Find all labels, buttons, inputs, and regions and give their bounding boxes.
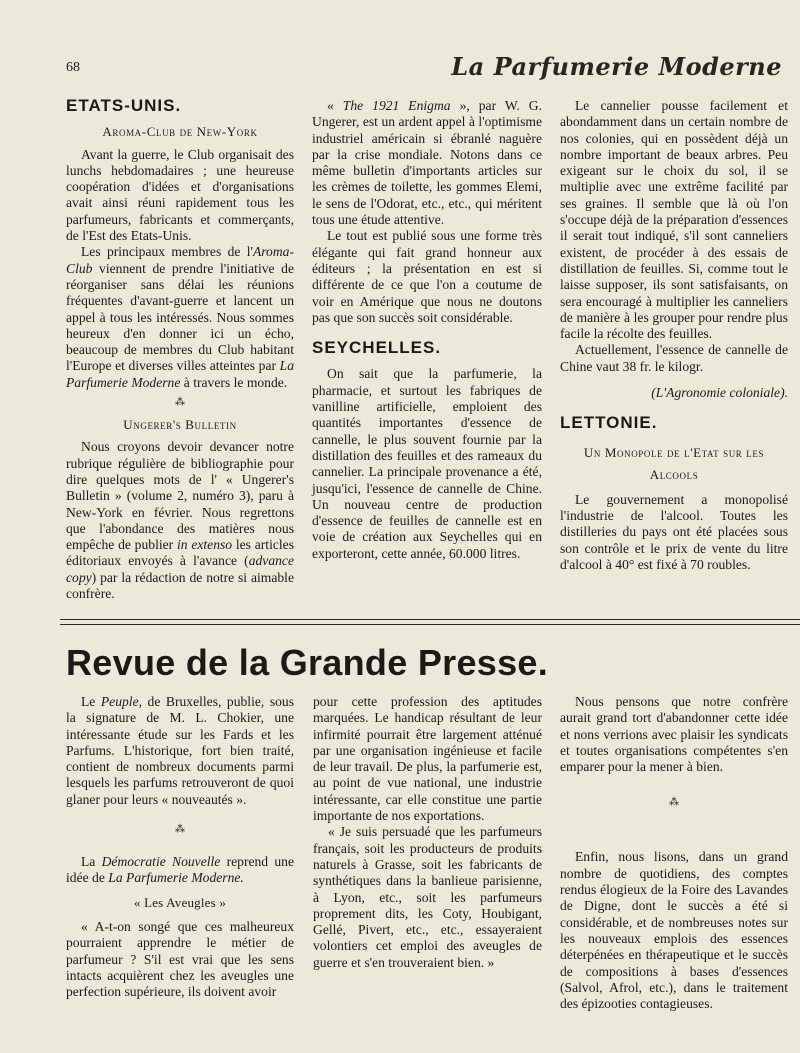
column-lettonie: [560, 98, 788, 573]
section-title-revue: Revue de la Grande Presse.: [66, 642, 549, 683]
paragraph-aveugles: « A-t-on songé que ces malheureux pourraient apprendre le métier de parfumeur ? S'il est vrai que les sens intacts acquièrent chez les aveugles une perfection supérieure, ils doivent avoir: [66, 918, 294, 1000]
paragraph-democratie: La Démocratie Nouvelle reprend une idée de La Parfumerie Moderne.: [66, 854, 294, 886]
paragraph-confrere: Nous pensons que notre confrère aurait grand tort d'abandonner cette idée et nons verrions avec plaisir les syndicats et toutes organisations compétentes s'en emparer pour la mener à bien.: [560, 694, 788, 775]
column-etats-unis: [66, 98, 294, 602]
paragraph-cannelier: Le cannelier pousse facilement et abondamment dans un certain nombre de nos colonies, qui en possèdent déjà un nombre important de beaux arbres. Peu exigeant sur le choix du sol, il se multiplie avec une extrême facilité par ses graines. Il semble que là où l'on s'occupe déjà de la préparation d'essences il serait tout indiqué, s'il sont canneliers existent, de procéder à des essais de distillation de feuilles. Si, comme tout le laisse supposer, ils sont satisfaisants, on sera encouragé à multiplier les canneliers de manière à les grouper pour rendre plus facile la récolte des feuilles.: [560, 98, 788, 342]
asterism-separator: ⁂: [669, 797, 679, 809]
subheading-ungerers-bulletin: Ungerer's Bulletin: [123, 417, 237, 433]
heading-seychelles: SEYCHELLES.: [312, 338, 442, 358]
paragraph-peuple: Le Peuple, de Bruxelles, publie, sous la signature de M. L. Chokier, une intéressante étude sur les Fards et les Parfums. L'historique, fort bien traité, contient de nombreux documents parmi lesquels les parfums retrouveront de quoi glaner pour leurs « nouveautés ».: [66, 694, 294, 807]
paragraph-lavandes: Enfin, nous lisons, dans un grand nombre de quotidiens, des comptes rendus élogieux de la Foire des Lavandes de Digne, dont le succès a été si considérable, et de nombreuses notes sur les nouveaux emplois des essences déterpénées en thérapeutique et le succès de compositions à bases d'essences (Salvol, Afrol, etc.), dans le traitement des épizooties contagieuses.: [560, 849, 788, 1012]
column-seychelles: [312, 98, 542, 562]
subheading-monopole: Un Monopole de l'Etat sur les Alcools: [583, 444, 765, 482]
column-revue-3: [560, 694, 788, 1012]
source-citation: (L'Agronomie coloniale).: [651, 385, 788, 401]
column-revue-2: [313, 694, 542, 971]
asterism-separator: ⁂: [175, 824, 185, 836]
asterism-separator: ⁂: [175, 397, 185, 409]
masthead-title: La Parfumerie Moderne: [451, 52, 782, 81]
paragraph-aroma-club-1: Avant la guerre, le Club organisait des lunchs hebdomadaires ; une heureuse coopération d'idées et d'organisations avait ainsi réuni rapidement tous les parfumeurs, fabricants et commerçants, de l'Est des Etats-Unis.: [66, 146, 294, 244]
paragraph-persuade: « Je suis persuadé que les parfumeurs français, soit les producteurs de produits naturels à Grasse, soit les fabricants de synthétiques dans la banlieue parisienne, à Lyon, etc., soit les parfumeurs proprement dits, les Coty, Houbigant, Gellé, Pivert, etc., etc., essayeraient volontiers cet emploi des aveugles de guerre et s'en trouveraient bien. »: [313, 824, 542, 970]
paragraph-enigma: « The 1921 Enigma », par W. G. Ungerer, est un ardent appel à l'optimisme industriel américain si ébranlé naguère par la crise mondiale. Notons dans ce même bulletin d'importants articles sur les crèmes de toilette, les gommes Elemi, le sens de l'Odorat, etc., etc., qui méritent tous une étude attentive.: [312, 98, 542, 228]
paragraph-aptitudes: pour cette profession des aptitudes marquées. Le handicap résultant de leur infirmité pourrait être largement atténué par une organisation ingénieuse et facile de leur travail. De plus, la parfumerie est, au point de vue national, une industrie intéressante, car elle constitue une partie importante de nos exportations.: [313, 694, 542, 824]
section-divider-thin: [60, 624, 800, 625]
heading-lettonie: LETTONIE.: [560, 413, 658, 433]
column-revue-1: [66, 694, 294, 1000]
paragraph-prix-cannelle: Actuellement, l'essence de cannelle de Chine vaut 38 fr. le kilogr.: [560, 342, 788, 374]
paragraph-ungerers-bulletin: Nous croyons devoir devancer notre rubrique régulière de bibliographie pour dire quelques mots de l' « Ungerer's Bulletin » (volume 2, numéro 3), paru à New-York en février. Nous regrettons que l'abondance des matières nous empêche de publier in extenso les articles éditoriaux envoyés à l'avance (advance copy) par la rédaction de notre si aimable confrère.: [66, 439, 294, 602]
page-number: 68: [66, 60, 80, 75]
paragraph-aroma-club-2: Les principaux membres de l'Aroma-Club viennent de prendre l'initiative de réorganiser sans délai les réunions fréquentes d'avant-guerre et lancent un appel à tous les intéressés. Nous sommes heureux d'en donner ici un écho, beaucoup de membres du Club habitant l'Europe et diverses villes atteintes par La Parfumerie Moderne à travers le monde.: [66, 244, 294, 390]
subheading-aveugles: « Les Aveugles »: [133, 894, 227, 910]
paragraph-monopole: Le gouvernement a monopolisé l'industrie de l'alcool. Toutes les distilleries du pays ont été placées sous son contrôle et le prix de vente du litre d'alcool à 40° est fixé à 70 roubles.: [560, 491, 788, 572]
subheading-aroma-club: Aroma-Club de New-York: [102, 124, 258, 140]
paragraph-seychelles: On sait que la parfumerie, la pharmacie, et surtout les fabriques de vanilline artificielle, emploient des quantités importantes d'essence de cannelle, le plus souvent fournie par la distillation des feuilles et des rameaux du cannelier. La principale provenance a été, jusqu'ici, l'essence de cannelle de Chine. Un nouveau centre de production d'essence de feuilles de cannelle est en voie de création aux Seychelles qui en exporteront, cette année, 60.000 litres.: [312, 366, 542, 561]
section-divider-thick: [60, 619, 800, 620]
heading-etats-unis: ETATS-UNIS.: [66, 96, 182, 115]
paragraph-presentation: Le tout est publié sous une forme très élégante qui fait grand honneur aux éditeurs ; la présentation en est si différente de ce que l'on a coutume de voir en Amérique que nous ne doutons pas que son succès soit considérable.: [312, 228, 542, 325]
